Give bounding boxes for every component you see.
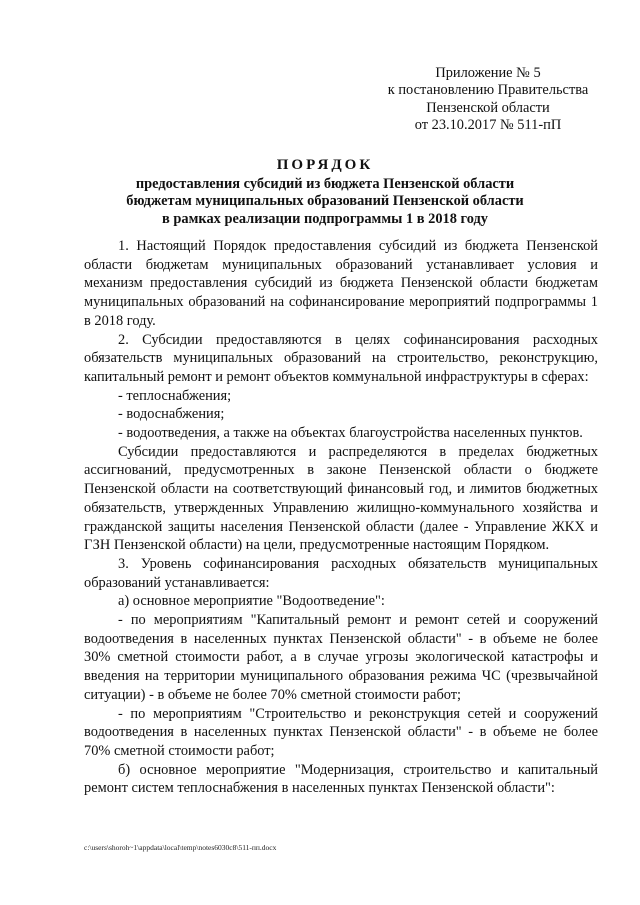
list-item: - по мероприятиям "Капитальный ремонт и ремонт сетей и сооружений водоотведения в населенных пунктах Пензенской области" - в объеме не более 30% сметной стоимости работ, а в случае угрозы экологической катастрофы и введения на территории муниципального образования режима ЧС (чрезвычайной ситуации) - в объеме не более 70% сметной стоимости работ; <box>84 612 598 703</box>
list-item: - по мероприятиям "Строительство и реконструкция сетей и сооружений водоотведения в населенных пунктах Пензенской области" - в объеме не более 70% сметной стоимости работ; <box>84 705 598 759</box>
appendix-date: от 23.10.2017 № 511-пП <box>414 116 562 133</box>
appendix-reference: к постановлению Правительства <box>387 82 589 99</box>
appendix-header <box>368 65 608 134</box>
paragraph: 2. Субсидии предоставляются в целях софинансирования расходных обязательств муниципальных образований на строительство, реконструкцию, капитальный ремонт и ремонт объектов коммунальной инфраструктуры в сферах: <box>84 331 598 385</box>
list-item: - теплоснабжения; <box>118 387 232 404</box>
list-item: - водоотведения, а также на объектах благоустройства населенных пунктов. <box>118 425 583 442</box>
document-title: ПОРЯДОК <box>276 157 374 173</box>
subtitle-line: в рамках реализации подпрограммы 1 в 2018 году <box>162 210 488 227</box>
paragraph: а) основное мероприятие "Водоотведение": <box>118 593 385 610</box>
paragraph: Субсидии предоставляются и распределяются в пределах бюджетных ассигнований, предусмотренных в законе Пензенской области о бюджете Пензенской области на соответствующий финансовый год, и лимитов бюджетных обязательств, утвержденных Управлению жилищно-коммунального хозяйства и гражданской защиты населения Пензенской области (далее - Управление ЖКХ и ГЗН Пензенской области) на цели, предусмотренные настоящим Порядком. <box>84 443 598 554</box>
list-item: - водоснабжения; <box>118 406 225 423</box>
paragraph: 3. Уровень софинансирования расходных обязательств муниципальных образований устанавливается: <box>84 555 598 591</box>
document-subtitle <box>40 176 610 228</box>
subtitle-line: предоставления субсидий из бюджета Пензенской области <box>135 176 515 192</box>
paragraph: б) основное мероприятие "Модернизация, строительство и капитальный ремонт систем теплоснабжения в населенных пунктах Пензенской области": <box>84 761 598 797</box>
appendix-number: Приложение № 5 <box>435 65 541 81</box>
subtitle-line: бюджетам муниципальных образований Пензенской области <box>126 193 524 210</box>
document-body <box>84 237 598 798</box>
file-path-footer: c:\users\shoroh~1\appdata\local\temp\notes6030c8\511-пп.docx <box>84 843 277 852</box>
paragraph: 1. Настоящий Порядок предоставления субсидий из бюджета Пензенской области бюджетам муниципальных образований устанавливает условия и механизм предоставления субсидий из бюджета Пензенской области бюджетам муниципальных образований на софинансирование мероприятий подпрограммы 1 в 2018 году. <box>84 238 598 329</box>
appendix-region: Пензенской области <box>426 99 550 116</box>
